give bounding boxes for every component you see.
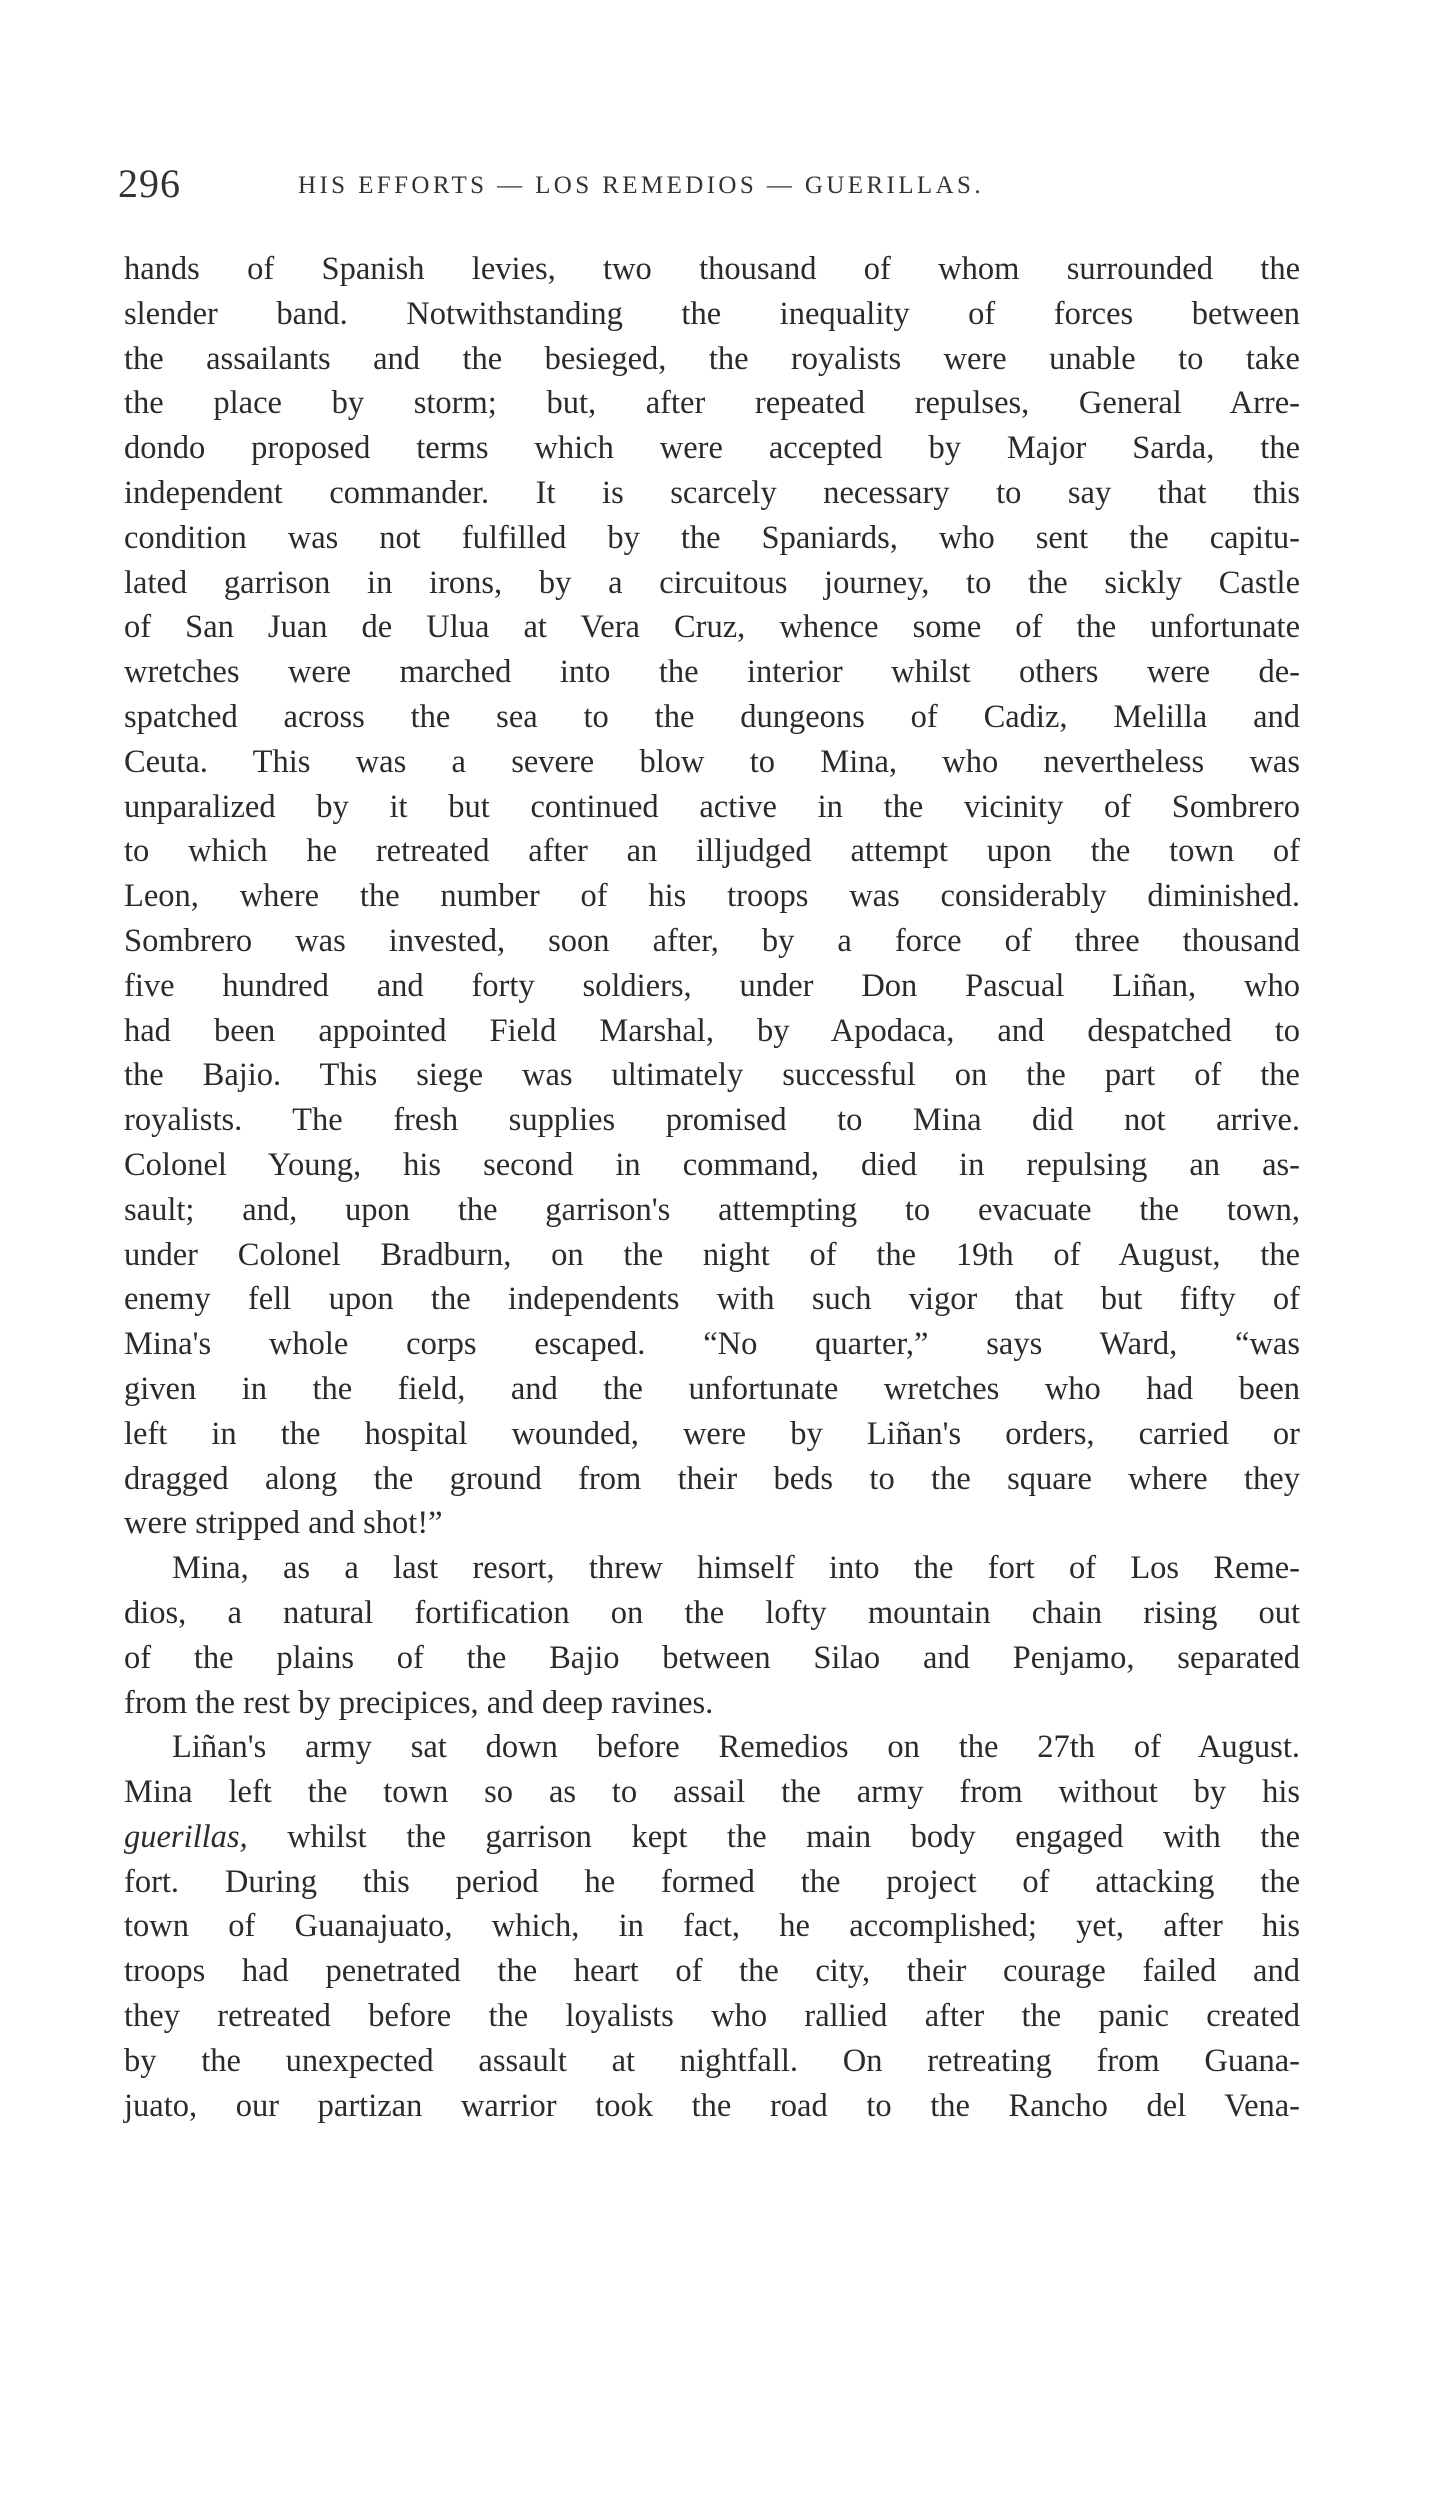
text-line: hands of Spanish levies, two thousand of whom surrounded the bbox=[124, 251, 1300, 287]
text-line: spatched across the sea to the dungeons of Cadiz, Melilla and bbox=[124, 698, 1300, 735]
running-head: HIS EFFORTS — LOS REMEDIOS — GUERILLAS. bbox=[298, 172, 985, 199]
text-line: unparalized by it but continued active in the vicinity of Sombrero bbox=[124, 788, 1300, 825]
text-line: Sombrero was invested, soon after, by a force of three thousand bbox=[124, 922, 1300, 959]
text-line: of the plains of the Bajio between Silao and Penjamo, separated bbox=[124, 1639, 1300, 1676]
text-line: royalists. The fresh supplies promised to Mina did not arrive. bbox=[124, 1102, 1300, 1139]
text-line: wretches were marched into the interior whilst others were de- bbox=[124, 654, 1300, 691]
text-line: of San Juan de Ulua at Vera Cruz, whence some of the unfortunate bbox=[124, 609, 1300, 646]
text-line: under Colonel Bradburn, on the night of the 19th of August, the bbox=[124, 1236, 1300, 1273]
text-line: left in the hospital wounded, were by Liñan's orders, carried or bbox=[124, 1415, 1300, 1452]
text-line: Ceuta. This was a severe blow to Mina, who nevertheless was bbox=[124, 743, 1300, 780]
body-text bbox=[124, 247, 1300, 2128]
page-number: 296 bbox=[118, 161, 181, 206]
text-line: the assailants and the besieged, the royalists were unable to take bbox=[124, 340, 1300, 377]
text-line: Mina's whole corps escaped. “No quarter,” says Ward, “was bbox=[124, 1326, 1300, 1363]
text-line: Mina, as a last resort, threw himself into the fort of Los Reme- bbox=[172, 1550, 1300, 1587]
text-line bbox=[124, 1815, 1300, 1860]
text-line: troops had penetrated the heart of the city, their courage failed and bbox=[124, 1953, 1300, 1990]
text-line: juato, our partizan warrior took the road to the Rancho del Vena- bbox=[124, 2087, 1300, 2124]
text-line: enemy fell upon the independents with such vigor that but fifty of bbox=[124, 1281, 1300, 1318]
text-line: sault; and, upon the garrison's attempting to evacuate the town, bbox=[124, 1191, 1300, 1228]
text-line: had been appointed Field Marshal, by Apodaca, and despatched to bbox=[124, 1012, 1300, 1049]
text-line: Mina left the town so as to assail the army from without by his bbox=[124, 1774, 1300, 1811]
text-line: five hundred and forty soldiers, under Don Pascual Liñan, who bbox=[124, 967, 1300, 1004]
text-line: independent commander. It is scarcely necessary to say that this bbox=[124, 474, 1300, 511]
text-line: fort. During this period he formed the project of attacking the bbox=[124, 1863, 1300, 1900]
page-header bbox=[118, 160, 1303, 220]
text-line: were stripped and shot!” bbox=[124, 1505, 443, 1542]
text-line: by the unexpected assault at nightfall. On retreating from Guana- bbox=[124, 2042, 1300, 2079]
text-line: Liñan's army sat down before Remedios on the 27th of August. bbox=[172, 1729, 1300, 1766]
text-line: the Bajio. This siege was ultimately successful on the part of the bbox=[124, 1057, 1300, 1094]
text-line: given in the field, and the unfortunate wretches who had been bbox=[124, 1370, 1300, 1407]
text-line: they retreated before the loyalists who rallied after the panic created bbox=[124, 1998, 1300, 2035]
text-line: slender band. Notwithstanding the inequality of forces between bbox=[124, 295, 1300, 332]
text-line: dondo proposed terms which were accepted by Major Sarda, the bbox=[124, 430, 1300, 467]
text-line: the place by storm; but, after repeated repulses, General Arre- bbox=[124, 385, 1300, 422]
text-line: from the rest by precipices, and deep ravines. bbox=[124, 1684, 714, 1721]
line-remainder: whilst the garrison kept the main body engaged with the bbox=[247, 1818, 1300, 1855]
text-line: Colonel Young, his second in command, died in repulsing an as- bbox=[124, 1146, 1300, 1183]
text-line: Leon, where the number of his troops was considerably diminished. bbox=[124, 878, 1300, 915]
text-line: to which he retreated after an illjudged attempt upon the town of bbox=[124, 833, 1300, 870]
text-line: dragged along the ground from their beds to the square where they bbox=[124, 1460, 1300, 1497]
text-line: condition was not fulfilled by the Spaniards, who sent the capitu- bbox=[124, 519, 1300, 556]
text-line: lated garrison in irons, by a circuitous journey, to the sickly Castle bbox=[124, 564, 1300, 601]
italic-word: guerillas, bbox=[124, 1818, 248, 1855]
text-line: town of Guanajuato, which, in fact, he accomplished; yet, after his bbox=[124, 1908, 1300, 1945]
text-line: dios, a natural fortification on the lofty mountain chain rising out bbox=[124, 1594, 1300, 1631]
